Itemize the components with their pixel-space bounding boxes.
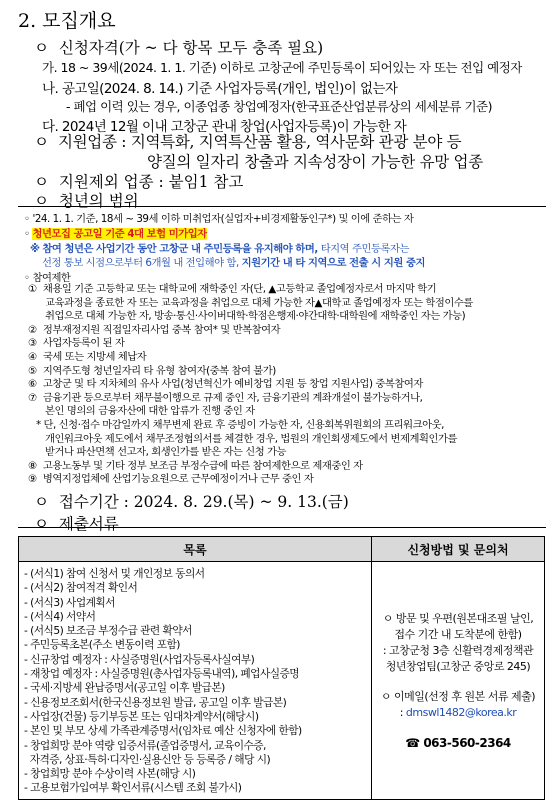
email-link[interactable]: dmswl1482@korea.kr [405,705,517,719]
list-item: - 국세·지방세 완납증명서(공고일 이후 발급본) [24,681,225,695]
list-item: - 사업장(건물) 등기부등본 또는 임대차계약서(해당시) [24,709,259,723]
bullet: ㅇ [34,173,49,191]
note-a: 참여 청년은 사업기간 동안 고창군 내 주민등록을 유지해야 하며, [42,243,318,255]
application-period: 접수기간 : 2024. 8. 29.(목) ~ 9. 13.(금) [58,493,349,511]
restrict-item-1-cont: 교육과정을 종료한 자 또는 교육과정을 취업으로 대체 가능한 자▲대학교 졸업예정자 또는 학점이수를 [45,296,473,309]
list-item: - (서식4) 서약서 [24,609,96,623]
box-bullet: ◦ [24,228,30,240]
restrict-item-1: ① 채용일 기준 고등학교 또는 대학교에 재학중인 자(단, ▲고등학교 졸업예정자로서 마지막 학기 [28,283,437,295]
note-c: 선정 통보 시점으로부터 6개월 내 전입해야 함, [42,257,239,269]
eligibility-heading-row [34,36,323,58]
col-header-contact: 신청방법 및 문의처 [372,537,545,562]
restrict-item-6: ⑥ 고창군 및 타 지차체의 유사 사업(청년혁신가 예비창업 지원 등 창업 지원사업) 중복참여자 [28,378,423,391]
restrict-item-9: ⑨ 병역지정업체에 산업기능요원으로 근무예정이거나 근무 중인 자 [28,473,314,486]
note-d: 지원기간 내 타 지역으로 전출 시 지원 중지 [241,257,426,269]
restrict-item-7: ⑦ 금융기관 등으로부터 채무불이행으로 규제 중인 자, 금융기관의 계좌개설이 불가능하거나, [28,391,423,404]
table-row [19,562,545,800]
box-insurance-highlight: 청년모집 공고일 기준 4대 보험 미가입자 [32,228,207,240]
restrict-list [28,283,473,487]
bullet: ㅇ [34,192,49,210]
phone-line [373,735,543,751]
list-item: - 신규창업 예정자 : 사실증명원(사업자등록사실여부) [24,652,255,666]
visit-line2: 접수 기간 내 도착분에 한함) [394,627,522,641]
bullet: ㅇ [34,39,49,57]
restrict-footnote-cont: 받거나 파산면책 선고자, 회생인가를 받은 자는 신청 가능 [45,446,287,459]
email-line1: ㅇ 이메일(선정 후 원본 서류 제출) [380,689,536,703]
eligibility-ga: 가. 18 ~ 39세(2024. 1. 1. 기준) 이하로 고창군에 주민등록이 되어있는 자 또는 전입 예정자 [42,60,522,75]
box-line2 [24,225,207,240]
email-line2: : dmswl1482@korea.kr [399,705,517,719]
documents-list [19,562,372,800]
page-title: 2. 모집개요 [18,10,116,32]
list-item: 자격증, 상표·특허·디자인·실용신안 등 등록증 / 해당 시) [24,752,271,766]
col-header-list: 목록 [19,537,372,562]
box-line1: ◦ '24. 1. 1. 기준, 18세 ~ 39세 이하 미취업자(실업자+비경제활동인구*) 및 이에 준하는 자 [24,213,414,225]
list-item: - 본인 및 부모 상세 가족관계증명서(임차료 예산 신청자에 한함) [24,724,302,738]
list-item: - 고용보험가입여부 확인서류(시스템 조회 불가시) [24,781,242,795]
restrict-item-7-cont: 본인 명의의 금융자산에 대한 압류가 진행 중인 자 [45,405,255,418]
box-note-line2 [42,254,425,269]
contact-info [372,562,545,800]
documents-table [18,536,545,800]
list-item: - 주민등록초본(주소 변동이력 포함) [24,638,180,652]
list-item: - (서식2) 참여적격 확인서 [24,581,138,595]
list-item: - 재창업 예정자 : 사실증명원(총사업자등록내역), 폐업사실증명 [24,667,300,681]
field-heading-row [34,130,461,152]
restrict-item-1-cont: 취업으로 대체 가능한 자, 방송·통신·사이버대학·학점은행제·야간대학·대학원에 재학중인 자는 가능) [45,310,466,323]
period-row [34,490,349,512]
restrict-item-8: ⑧ 고용노동부 및 기타 정부 보조금 부정수급에 따른 참여제한으로 제재중인 자 [28,459,363,472]
restrict-item-5: ⑤ 지역주도형 청년일자리 타 유형 참여자(중복 참여 불가) [28,364,276,377]
note-b: 타지역 주민등록자는 [320,243,409,255]
visit-line4: 청년창업팀(고창군 중앙로 245) [385,659,531,673]
eligibility-na-sub: - 폐업 이력 있는 경우, 이종업종 창업예정자(한국표준산업분류상의 세세분류 기준) [66,99,493,114]
restrict-footnote: * 단, 신청·접수 마감일까지 채무변제 완료 후 증빙이 가능한 자, 신용회복위원회의 프리워크아웃, [36,418,444,431]
eligibility-na: 나. 공고일(2024. 8. 14.) 기준 사업자등록(개인, 법인)이 없는자 [42,81,398,97]
phone-icon: ☎ [405,735,420,750]
eligibility-da: 다. 2024년 12월 이내 고창군 관내 창업(사업자등록)이 가능한 자 [42,119,407,135]
excluded-industries: 지원제외 업종 : 붙임1 참고 [58,173,244,191]
bullet: ㅇ [34,515,49,533]
list-item: - (서식5) 보조금 부정수급 관련 확약서 [24,624,192,638]
restrict-heading: ◦ 참여제한 [24,272,71,284]
bullet: ㅇ [34,133,49,151]
list-item: - 창업희망 분야 역량 입증서류(졸업증명서, 교육이수증, [24,738,266,752]
visit-line1: ㅇ 방문 및 우편(원본대조필 날인, [382,611,534,625]
field-heading: 지원업종 : 지역특화, 지역특산품 활용, 역사문화 관광 분야 등 [57,133,462,151]
phone-number: 063-560-2364 [423,735,511,750]
box-note-line1 [30,240,409,255]
list-item: - (서식3) 사업계획서 [24,595,115,609]
visit-line3: : 고창군청 3층 신활력경제정책관 [382,643,534,657]
note-mark: ※ [30,243,40,255]
field-line2: 양질의 일자리 창출과 지속성장이 가능한 유망 업종 [147,153,483,171]
restrict-item-2: ② 정부재정지원 직접일자리사업 중복 참여* 및 반복참여자 [28,323,281,336]
table-header-row [19,537,545,562]
list-item: - (서식1) 참여 신청서 및 개인정보 동의서 [24,567,205,580]
restrict-item-3: ③ 사업자등록이 된 자 [28,337,125,350]
eligibility-heading: 신청자격(가 ~ 다 항목 모두 충족 필요) [58,39,324,57]
list-item: - 창업희망 분야 수상이력 사본(해당 시) [24,767,196,781]
list-item: - 신용정보조회서(한국신용정보원 발급, 공고일 이후 발급본) [24,695,287,709]
bullet: ㅇ [34,493,49,511]
youth-range-box [18,206,546,528]
restrict-item-4: ④ 국세 또는 지방세 체납자 [28,350,147,363]
submit-heading-row [34,512,119,534]
youth-heading: 청년의 범위 [58,192,139,210]
submit-heading: 제출서류 [58,515,119,533]
restrict-footnote-cont: 개인워크아웃 제도에서 채무조정협의서를 체결한 경우, 법원의 개인회생제도에서 변제계획인가를 [45,432,457,445]
